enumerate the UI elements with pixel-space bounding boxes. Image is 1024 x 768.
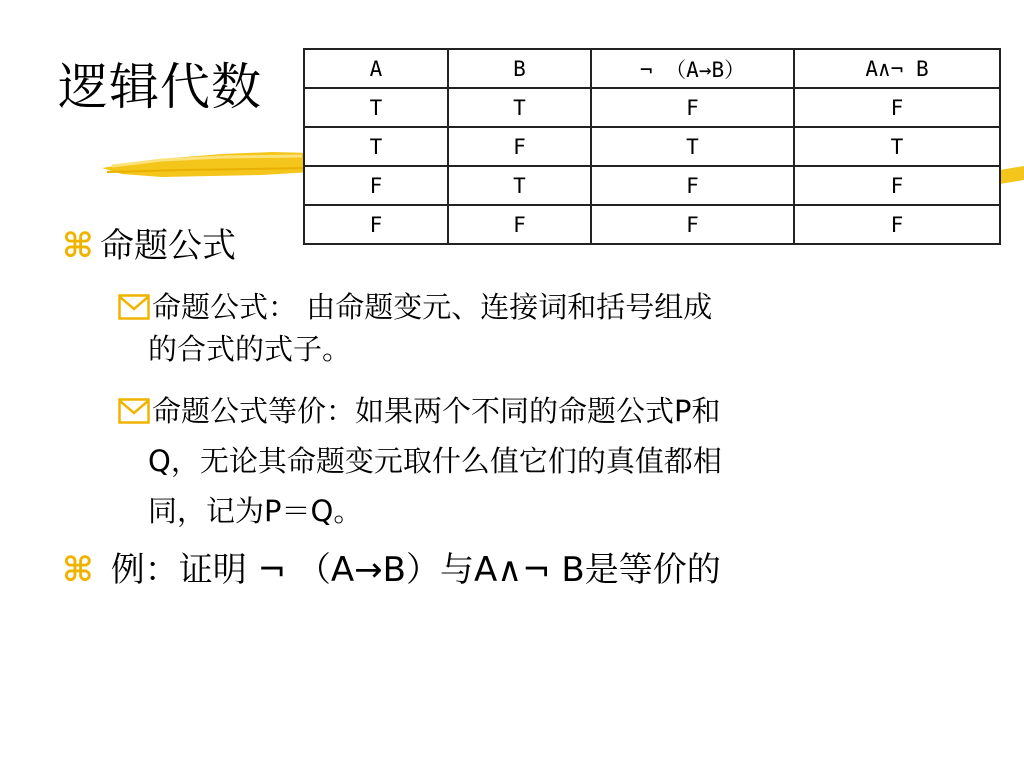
table-cell: F [794, 166, 1000, 205]
header-cell: ¬ （A→B） [591, 49, 794, 88]
table-cell: F [794, 88, 1000, 127]
sub-bullet-text: 命题公式： 由命题变元、连接词和括号组成 [152, 290, 713, 324]
header-cell: A [304, 49, 448, 88]
table-cell: F [448, 127, 591, 166]
bullet-text: 例：证明 ¬ （A→B）与A∧¬ B是等价的 [100, 550, 721, 590]
table-cell: F [794, 205, 1000, 244]
table-row [304, 127, 1000, 166]
sub-bullet-equivalence [118, 390, 721, 432]
table-cell: T [304, 127, 448, 166]
header-cell: B [448, 49, 591, 88]
table-cell: F [591, 166, 794, 205]
table-cell: F [304, 166, 448, 205]
table-row [304, 88, 1000, 127]
table-cell: F [591, 88, 794, 127]
bullet-text: 命题公式 [100, 226, 236, 266]
table-cell: T [448, 88, 591, 127]
truth-table-header-row [304, 49, 1000, 88]
table-cell: T [304, 88, 448, 127]
sub-bullet-text: 命题公式等价：如果两个不同的命题公式P和 [152, 394, 721, 428]
table-cell: F [448, 205, 591, 244]
sub-bullet-text-continued: 同，记为P＝Q。 [148, 494, 363, 528]
brush-stroke-end-decoration [1000, 164, 1024, 188]
sub-bullet-definition [118, 286, 712, 328]
header-cell: A∧¬ B [794, 49, 1000, 88]
truth-table [303, 48, 1001, 245]
bullet-example [62, 548, 721, 592]
table-row [304, 166, 1000, 205]
slide-title: 逻辑代数 [58, 58, 262, 116]
table-cell: T [448, 166, 591, 205]
table-cell: F [591, 205, 794, 244]
bullet-propositional-formula [62, 224, 236, 268]
table-cell: F [304, 205, 448, 244]
command-key-icon: ⌘ [62, 226, 94, 266]
sub-bullet-text-continued: 的合式的式子。 [148, 332, 352, 366]
table-row [304, 205, 1000, 244]
envelope-icon [118, 398, 150, 424]
brush-stroke-decoration [102, 150, 312, 180]
command-key-icon: ⌘ [62, 550, 94, 590]
sub-bullet-text-continued: Q，无论其命题变元取什么值它们的真值都相 [148, 444, 722, 478]
envelope-icon [118, 294, 150, 320]
table-cell: T [591, 127, 794, 166]
table-cell: T [794, 127, 1000, 166]
